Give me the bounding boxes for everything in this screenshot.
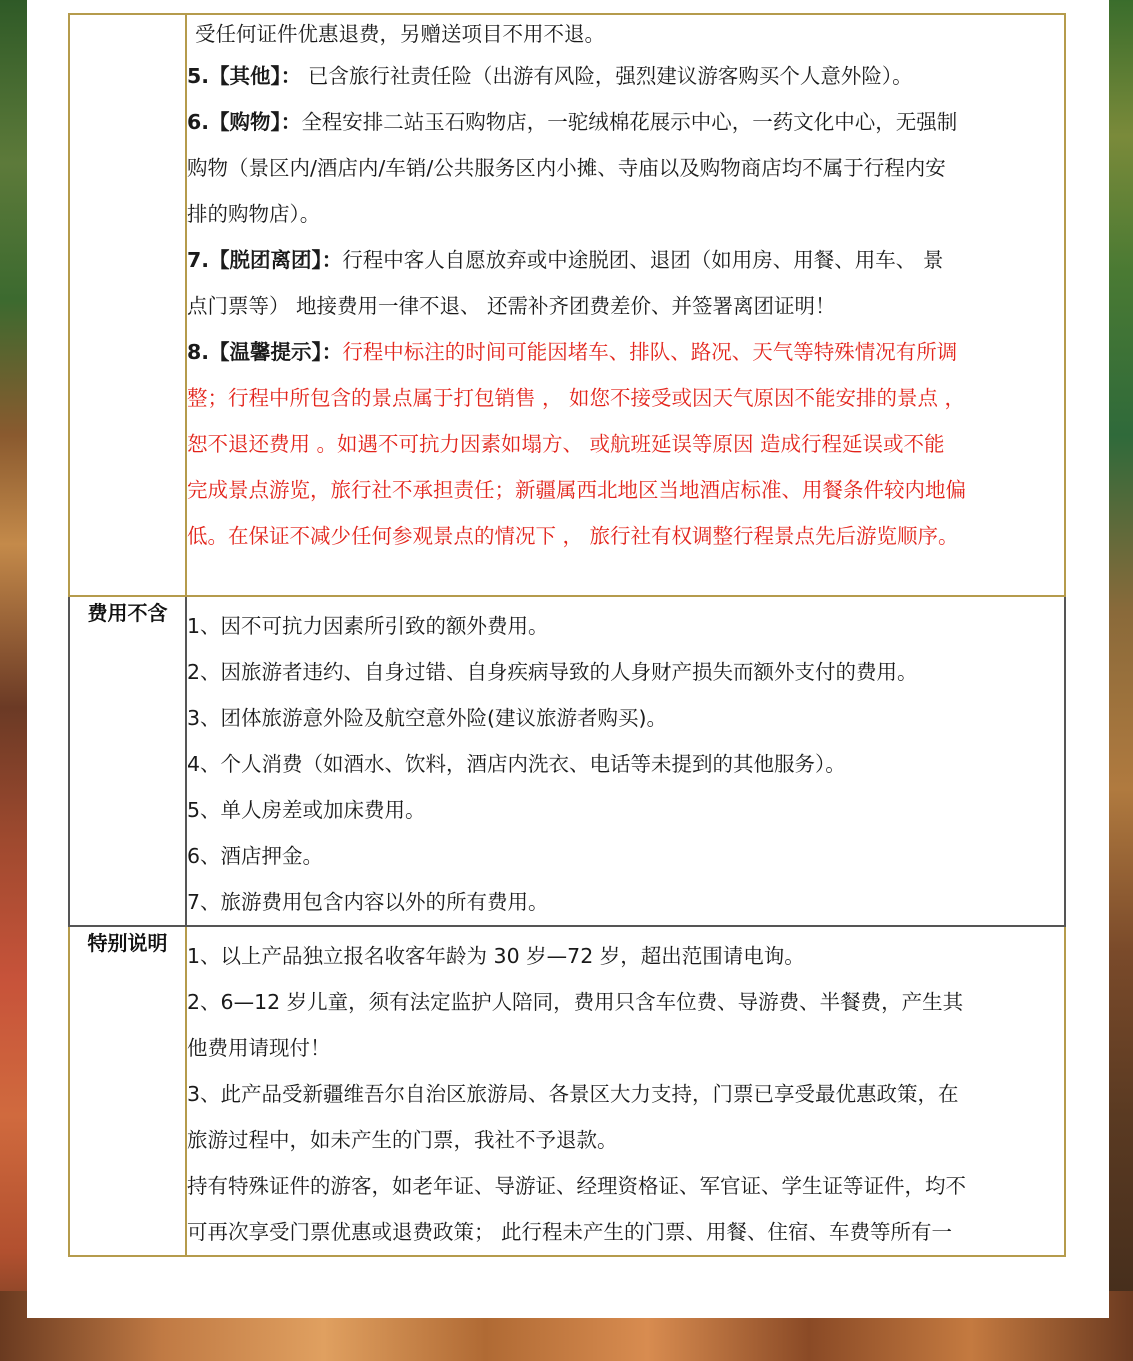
- special-note-line: 1、以上产品独立报名收客年龄为 30 岁—72 岁，超出范围请电询。: [187, 944, 805, 968]
- notes-tips-line: 恕不退还费用 。如遇不可抗力因素如塌方、 或航班延误等原因 造成行程延误或不能: [187, 432, 945, 456]
- notes-item-shopping-heading: 6.【购物】：: [187, 110, 302, 134]
- notes-line: 受任何证件优惠退费，另赠送项目不用不退。: [195, 22, 605, 46]
- excluded-costs-row: [69, 596, 1065, 926]
- excluded-item: 6、酒店押金。: [187, 844, 324, 868]
- notes-item-leave-group: [187, 237, 1064, 283]
- excluded-costs-content: [186, 596, 1065, 926]
- notes-content-cell: [186, 14, 1065, 596]
- special-note-line: 持有特殊证件的游客，如老年证、导游证、经理资格证、军官证、学生证等证件，均不: [187, 1174, 966, 1198]
- special-note-line: 3、此产品受新疆维吾尔自治区旅游局、各景区大力支持，门票已享受最优惠政策，在: [187, 1082, 959, 1106]
- special-note-line: 他费用请现付！: [187, 1036, 331, 1060]
- special-note-line: 旅游过程中，如未产生的门票，我社不予退款。: [187, 1128, 618, 1152]
- notes-item-shopping-text: 全程安排二站玉石购物店，一驼绒棉花展示中心，一药文化中心，无强制: [301, 110, 958, 134]
- special-note-line: 可再次享受门票优惠或退费政策； 此行程未产生的门票、用餐、住宿、车费等所有一: [187, 1220, 953, 1244]
- notes-tips-line: 完成景点游览，旅行社不承担责任；新疆属西北地区当地酒店标准、用餐条件较内地偏: [187, 478, 966, 502]
- notes-item-other: [187, 53, 1064, 99]
- notes-line: 点门票等） 地接费用一律不退、 还需补齐团费差价、并签署离团证明！: [187, 294, 836, 318]
- notes-item-other-heading: 5.【其他】：: [187, 64, 302, 88]
- notes-item-other-text: 已含旅行社责任险（出游有风险，强烈建议游客购买个人意外险）。: [307, 64, 913, 88]
- excluded-item: 7、旅游费用包含内容以外的所有费用。: [187, 890, 549, 914]
- notes-row: [69, 14, 1065, 596]
- special-notes-content: [186, 926, 1065, 1256]
- notes-item-tips: [187, 329, 1064, 375]
- special-notes-row: [69, 926, 1065, 1256]
- itinerary-info-table: [68, 13, 1066, 1257]
- special-note-line: 2、6—12 岁儿童，须有法定监护人陪同，费用只含车位费、导游费、半餐费，产生其: [187, 990, 964, 1014]
- excluded-item: 4、个人消费（如酒水、饮料，酒店内洗衣、电话等未提到的其他服务）。: [187, 752, 846, 776]
- notes-line: 排的购物店）。: [187, 202, 321, 226]
- notes-item-tips-text: 行程中标注的时间可能因堵车、排队、路况、天气等特殊情况有所调: [342, 340, 958, 364]
- notes-tips-line: 低。在保证不减少任何参观景点的情况下 ， 旅行社有权调整行程景点先后游览顺序。: [187, 524, 959, 548]
- excluded-item: 3、团体旅游意外险及航空意外险(建议旅游者购买)。: [187, 706, 668, 730]
- notes-item-leave-group-heading: 7.【脱团离团】：: [187, 248, 343, 272]
- excluded-item: 1、因不可抗力因素所引致的额外费用。: [187, 614, 549, 638]
- excluded-item: 5、单人房差或加床费用。: [187, 798, 426, 822]
- notes-label-cell: [69, 14, 186, 596]
- excluded-costs-label: 费用不含: [69, 596, 186, 926]
- special-notes-label: 特别说明: [69, 926, 186, 1256]
- notes-tips-line: 整；行程中所包含的景点属于打包销售 ， 如您不接受或因天气原因不能安排的景点 ，: [187, 386, 966, 410]
- notes-line: 购物（景区内/酒店内/车销/公共服务区内小摊、寺庙以及购物商店均不属于行程内安: [187, 156, 946, 180]
- excluded-item: 2、因旅游者违约、自身过错、自身疾病导致的人身财产损失而额外支付的费用。: [187, 660, 918, 684]
- notes-item-tips-heading: 8.【温馨提示】：: [187, 340, 343, 364]
- notes-item-shopping: [187, 99, 1064, 145]
- notes-item-leave-group-text: 行程中客人自愿放弃或中途脱团、退团（如用房、用餐、用车、 景: [342, 248, 944, 272]
